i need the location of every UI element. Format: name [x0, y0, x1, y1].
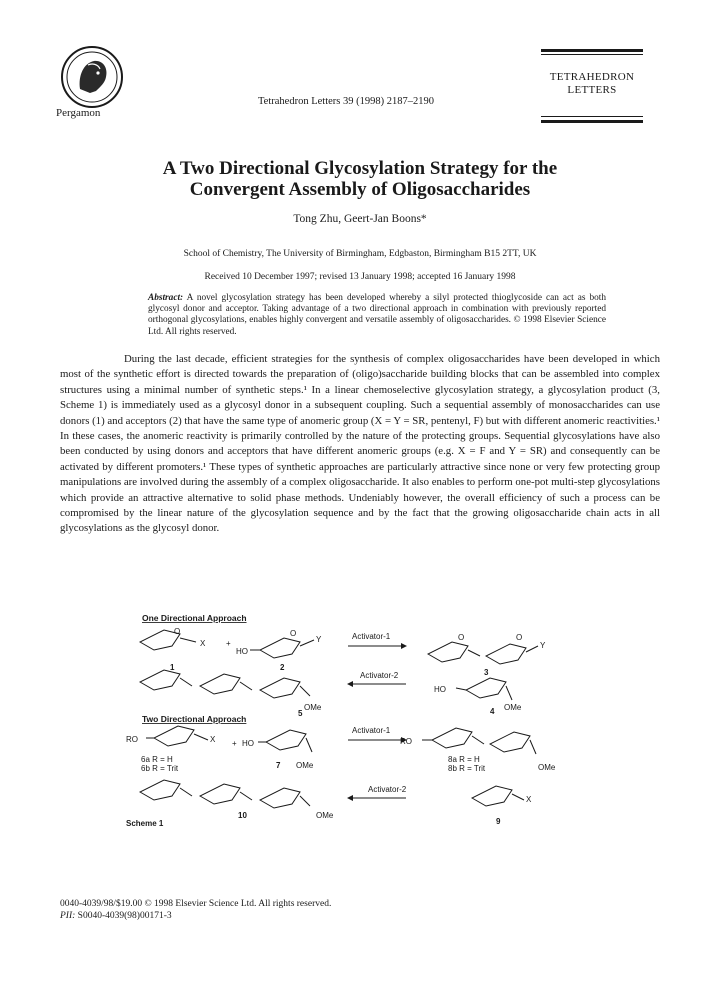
ro-label: RO — [126, 735, 138, 744]
activator-2b-label: Activator-2 — [368, 785, 407, 794]
x-label: X — [200, 639, 206, 648]
abstract-text: A novel glycosylation strategy has been developed whereby a silyl protected thioglycoside can act as both glycosyl donor and acceptor. Taking advantage of a two directional approach in combination with previously reported orthogonal glycosylations, enables highly convergent and versatile assembly of oligosaccharides. © 1998 Elsevier Science Ltd. All rights reserved. — [148, 293, 606, 337]
x-label: X — [526, 795, 532, 804]
article-title — [60, 158, 660, 200]
ho-label: HO — [242, 739, 254, 748]
ome-label: OMe — [538, 763, 556, 772]
ring-o-label: O — [458, 633, 465, 642]
heading-one-directional: One Directional Approach — [142, 613, 247, 623]
ome-label: OMe — [304, 703, 322, 712]
compound-6a-label: 6a R = H — [141, 755, 173, 764]
ho-label: HO — [236, 647, 248, 656]
affiliation: School of Chemistry, The University of Birmingham, Edgbaston, Birmingham B15 2TT, UK — [183, 249, 537, 259]
body-text — [60, 352, 660, 537]
heading-two-directional: Two Directional Approach — [142, 714, 247, 724]
ring-o-label: O — [174, 627, 181, 636]
y-label: Y — [316, 635, 322, 644]
body-paragraph: During the last decade, efficient strategies for the synthesis of complex oligosaccharides have been developed in which most of the synthetic effort is directed towards the preparation of (oligo)saccharide building blocks that can be assembled into complex structures using a minimal number of synthetic steps.¹ In a linear chemoselective glycosylation strategy, a glycosylation product (3, Scheme 1) is immediately used as a glycosyl donor in a subsequent coupling. Such a sequential assembly of monosaccharides can use donors (1) and acceptors (2) that have the same type of anomeric group (X = Y = SR, pentenyl, F) but with different anomeric reactivities.¹ In these cases, the anomeric reactivity is primarily controlled by the nature of the protecting groups. Sequential glycosylations have also been conducted by using donors and acceptors that have different anomeric groups (e.g. X = F and Y = SR) and consequently can be activated by different promoters.¹ These types of synthetic approaches are particularly attractive since none or very few protecting group manipulations are involved during the assembly of a complex oligosaccharide. It also enables to perform one-pot multi-step glycosylations which provide an attractive alternative to solid phase methods. Undeniably however, the overall efficiency of such a process can be compromised by the linear nature of the glycosylation sequence and by the fact that the growing oligosaccharide chain acts in all glycosylations as the glycosyl donor. — [60, 353, 660, 535]
scheme-caption: Scheme 1 — [126, 819, 164, 828]
scheme-1-diagram — [120, 612, 590, 832]
elsevier-logo-icon — [60, 45, 124, 109]
title-line2: Convergent Assembly of Oligosaccharides — [189, 179, 531, 200]
title-line1: A Two Directional Glycosylation Strategy for the — [162, 158, 558, 179]
compound-3-number: 3 — [484, 668, 489, 677]
journal-rule-top-thin — [541, 54, 643, 55]
abstract-label: Abstract: — [148, 293, 184, 303]
ring-2 — [260, 638, 300, 658]
ome-label: OMe — [504, 703, 522, 712]
activator-1-label: Activator-1 — [352, 632, 391, 641]
compound-2-number: 2 — [280, 663, 285, 672]
journal-name-line2: LETTERS — [567, 84, 617, 96]
pii-value: S0040-4039(98)00171-3 — [75, 911, 172, 921]
compound-10-number: 10 — [238, 811, 247, 820]
compound-6b-label: 6b R = Trit — [141, 764, 179, 773]
compound-8b-label: 8b R = Trit — [448, 764, 486, 773]
y-label: Y — [540, 641, 546, 650]
compound-7-number: 7 — [276, 761, 281, 770]
ring-o-label: O — [516, 633, 523, 642]
ho-label: HO — [434, 685, 446, 694]
ring-o-label: O — [290, 629, 297, 638]
ring-3a — [428, 642, 468, 662]
compound-8a-label: 8a R = H — [448, 755, 480, 764]
footer-pii — [60, 910, 331, 922]
ring-3b — [486, 644, 526, 664]
activator-1b-label: Activator-1 — [352, 726, 391, 735]
journal-name — [541, 71, 643, 97]
publisher-name: Pergamon — [56, 107, 101, 119]
compound-5-number: 5 — [298, 709, 303, 718]
footer-line1: 0040-4039/98/$19.00 © 1998 Elsevier Science Ltd. All rights reserved. — [60, 899, 332, 909]
activator-2-label: Activator-2 — [360, 671, 399, 680]
ome-label: OMe — [316, 811, 334, 820]
received-dates: Received 10 December 1997; revised 13 January 1998; accepted 16 January 1998 — [204, 272, 516, 282]
ome-label: OMe — [296, 761, 314, 770]
plus-label: + — [232, 739, 237, 748]
compound-4-number: 4 — [490, 707, 495, 716]
compound-1-number: 1 — [170, 663, 175, 672]
abstract — [148, 293, 606, 338]
ro-label: RO — [400, 737, 412, 746]
authors: Tong Zhu, Geert-Jan Boons* — [293, 213, 427, 225]
journal-citation: Tetrahedron Letters 39 (1998) 2187–2190 — [258, 96, 434, 107]
copyright-footer — [60, 898, 331, 922]
compound-9-number: 9 — [496, 817, 501, 826]
journal-rule-bottom — [541, 120, 643, 123]
plus-label: + — [226, 639, 231, 648]
journal-rule-bottom-thin — [541, 116, 643, 117]
journal-rule-top — [541, 49, 643, 52]
pii-label: PII: — [60, 911, 76, 921]
journal-name-line1: TETRAHEDRON — [549, 71, 635, 83]
x-label: X — [210, 735, 216, 744]
